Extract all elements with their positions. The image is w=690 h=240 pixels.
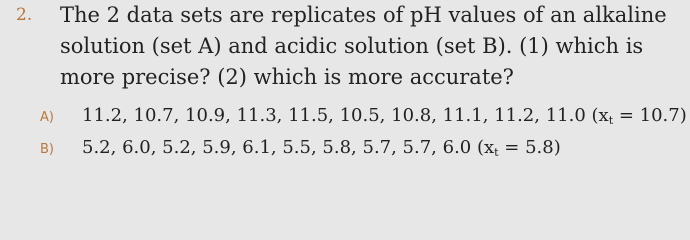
option-a-true-value: = 10.7)	[613, 105, 687, 126]
option-b-values: 5.2, 6.0, 5.2, 5.9, 6.1, 5.5, 5.8, 5.7, 5.7, 6.0	[82, 137, 472, 158]
option-b-true-value-subscript: t	[494, 146, 499, 159]
option-b-label: B)	[40, 142, 54, 157]
option-a-text	[82, 104, 687, 133]
option-a-values: 11.2, 10.7, 10.9, 11.3, 11.5, 10.5, 10.8, 11.1, 11.2, 11.0	[82, 105, 586, 126]
option-b-true-value: = 5.8)	[498, 137, 561, 158]
question-number: 2.	[16, 5, 33, 25]
option-a-true-value-subscript: t	[608, 114, 614, 127]
option-a-label: A)	[40, 110, 54, 125]
option-b-true-value-open: (x	[471, 137, 495, 158]
option-b-text	[82, 136, 561, 165]
option-a-true-value-open: (x	[585, 105, 609, 126]
question-stem: The 2 data sets are replicates of pH values of an alkaline solution (set A) and acidic solution (set B). (1) which is more precise? (2) which is more accurate?	[60, 3, 667, 89]
